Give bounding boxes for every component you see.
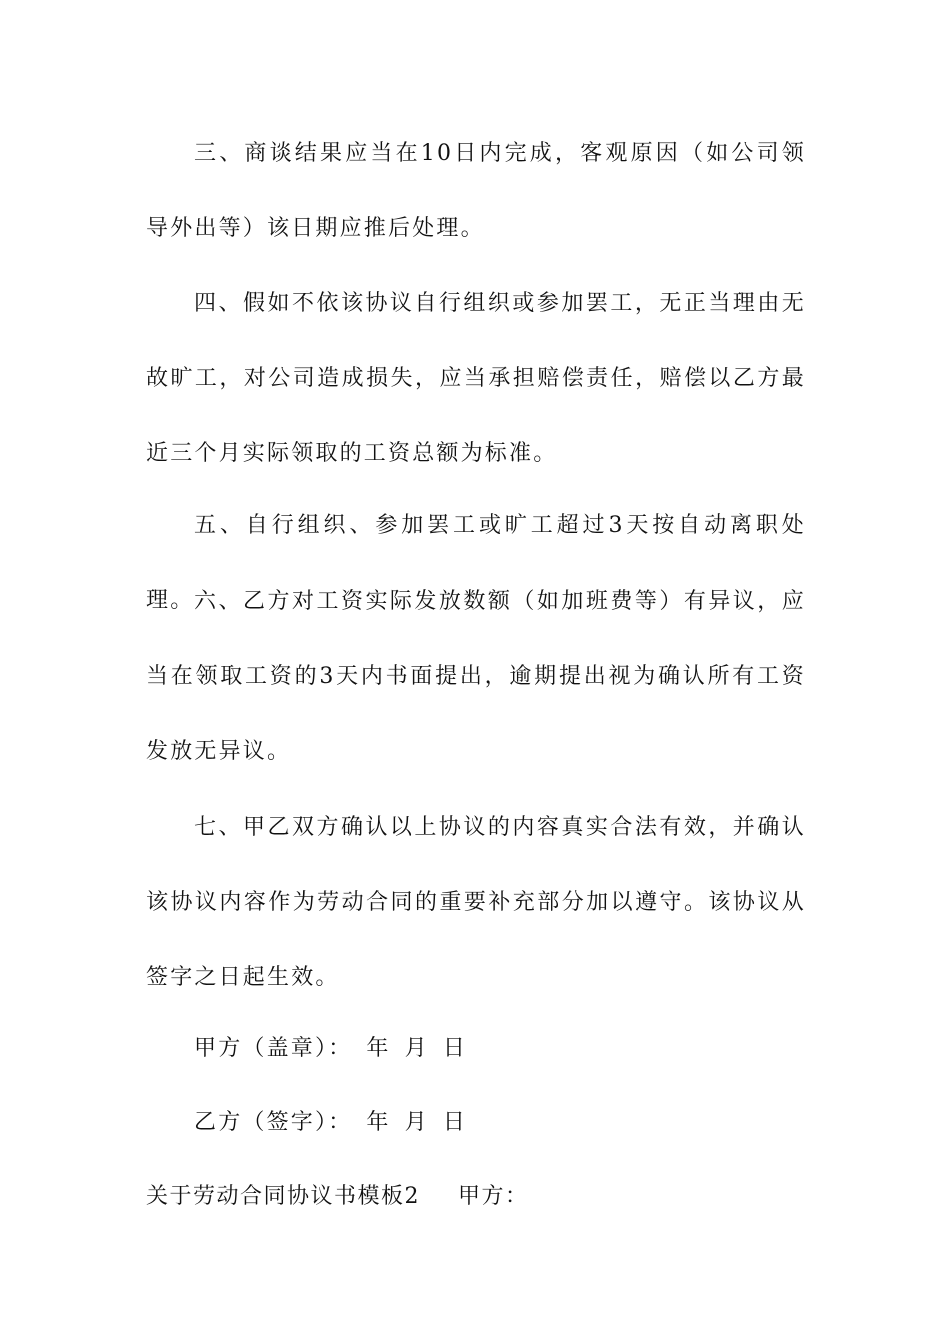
signature-label: 乙方（签字）： <box>194 1110 353 1135</box>
signature-day: 日 <box>442 1110 468 1135</box>
paragraph-6: 六、乙方对工资实际发放数额（如加班费等）有异议，应当在领取工资的3天内书面提出，逾期提出视为确认所有工资发放无异议。 <box>146 589 806 764</box>
paragraph-7: 七、甲乙双方确认以上协议的内容真实合法有效，并确认该协议内容作为劳动合同的重要补充部分加以遵守。该协议从签字之日起生效。 <box>146 815 806 990</box>
signature-year: 年 <box>366 1110 391 1135</box>
next-section-heading <box>146 1182 529 1212</box>
next-document-title: 关于劳动合同协议书模板2 <box>146 1184 420 1209</box>
signature-label: 甲方（盖章）： <box>194 1036 353 1061</box>
signature-party-b <box>194 1108 467 1138</box>
signature-party-a <box>194 1034 467 1064</box>
signature-day: 日 <box>442 1036 468 1061</box>
paragraph-4: 四、假如不依该协议自行组织或参加罢工，无正当理由无故旷工，对公司造成损失，应当承担赔偿责任，赔偿以乙方最近三个月实际领取的工资总额为标准。 <box>146 291 806 466</box>
paragraph-3: 三、商谈结果应当在10日内完成，客观原因（如公司领导外出等）该日期应推后处理。 <box>146 141 806 241</box>
next-party-label: 甲方： <box>458 1184 529 1209</box>
signature-month: 月 <box>404 1110 429 1135</box>
signature-month: 月 <box>404 1036 429 1061</box>
paragraph-5: 五、自行组织、参加罢工或旷工超过3天按自动离职处理。 <box>146 513 806 613</box>
signature-year: 年 <box>366 1036 391 1061</box>
